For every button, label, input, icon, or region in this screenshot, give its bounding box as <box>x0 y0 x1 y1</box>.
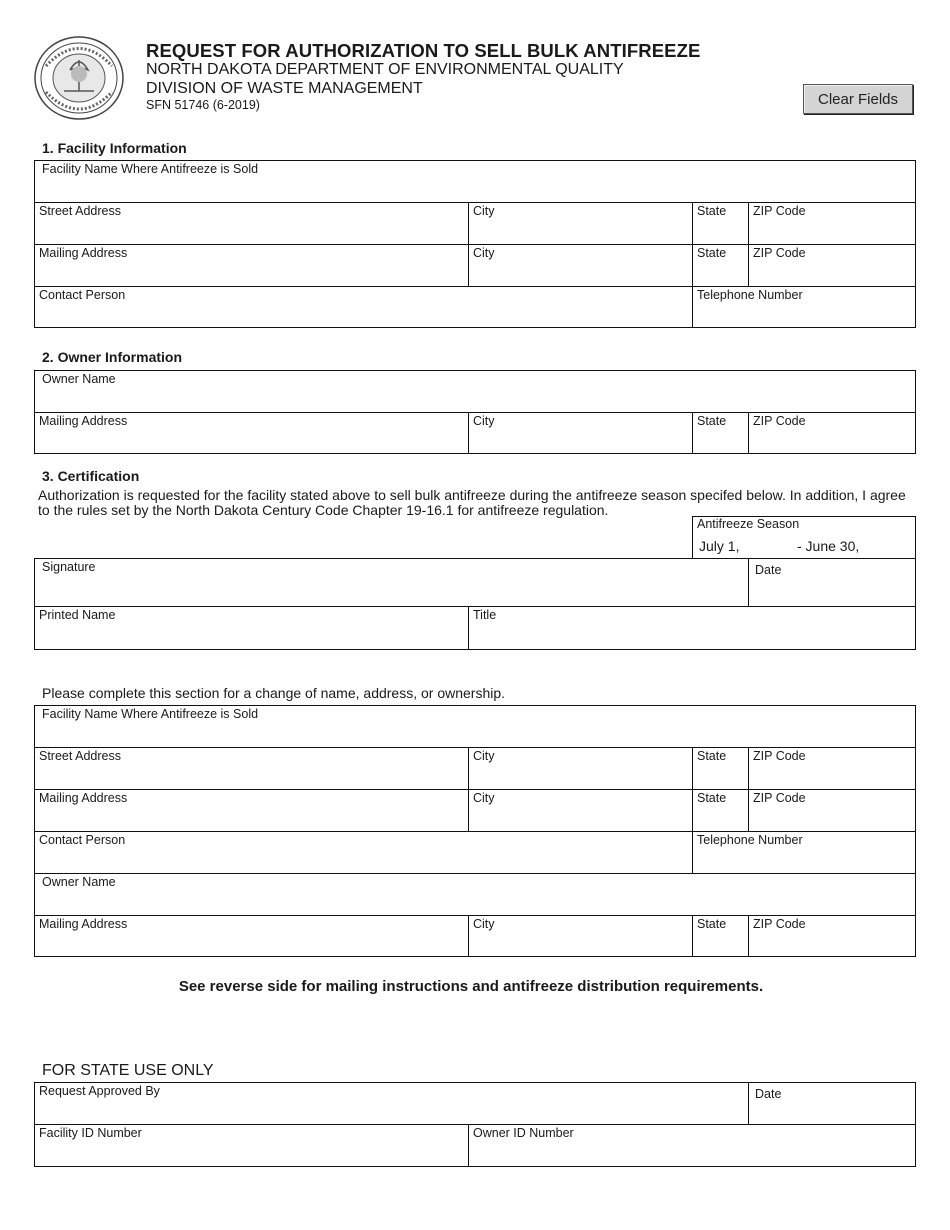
state-label: State <box>697 791 727 805</box>
new-owner-city-input[interactable] <box>473 936 688 954</box>
state-label: State <box>697 246 727 260</box>
approved-by-input[interactable] <box>39 1103 744 1121</box>
city-label: City <box>473 246 495 260</box>
state-label: State <box>697 414 727 428</box>
new-owner-zip-input[interactable] <box>753 936 912 954</box>
new-zip-input[interactable] <box>753 768 912 786</box>
zip-label: ZIP Code <box>753 204 806 218</box>
facility-name-input[interactable] <box>39 181 912 199</box>
owner-zip-field[interactable] <box>748 412 916 454</box>
mailing-zip-field[interactable] <box>748 244 916 286</box>
owner-state-input[interactable] <box>697 433 744 451</box>
state-label: State <box>697 917 727 931</box>
contact-person-label: Contact Person <box>39 833 126 847</box>
zip-label: ZIP Code <box>753 246 806 260</box>
new-facility-name-input[interactable] <box>39 726 912 744</box>
signature-label: Signature <box>42 560 96 574</box>
division-name: DIVISION OF WASTE MANAGEMENT <box>146 80 423 97</box>
zip-label: ZIP Code <box>753 917 806 931</box>
approved-by-label: Request Approved By <box>39 1084 160 1098</box>
signature-input[interactable] <box>39 585 744 603</box>
new-owner-mailing-address-field[interactable] <box>34 915 468 957</box>
telephone-input[interactable] <box>697 307 912 325</box>
new-street-address-field[interactable] <box>34 747 468 789</box>
form-title: REQUEST FOR AUTHORIZATION TO SELL BULK ANTIFREEZE <box>146 40 701 61</box>
new-state-field[interactable] <box>692 747 748 789</box>
change-section-note: Please complete this section for a change of name, address, or ownership. <box>42 685 506 701</box>
new-facility-name-field[interactable] <box>34 705 916 747</box>
state-use-title: FOR STATE USE ONLY <box>42 1062 214 1079</box>
north-dakota-seal-icon <box>34 36 124 120</box>
season-start: July 1, <box>699 538 740 554</box>
owner-name-field[interactable] <box>34 370 916 412</box>
owner-id-label: Owner ID Number <box>473 1126 574 1140</box>
owner-mailing-address-field[interactable] <box>34 412 468 454</box>
new-owner-mailing-address-input[interactable] <box>39 936 464 954</box>
facility-id-input[interactable] <box>39 1146 464 1164</box>
owner-zip-input[interactable] <box>753 433 912 451</box>
new-contact-person-input[interactable] <box>39 852 688 870</box>
telephone-label: Telephone Number <box>697 833 803 847</box>
zip-label: ZIP Code <box>753 791 806 805</box>
contact-person-label: Contact Person <box>39 288 126 302</box>
printed-name-input[interactable] <box>39 629 464 647</box>
season-end: - June 30, <box>797 538 860 554</box>
title-input[interactable] <box>473 629 912 647</box>
contact-person-input[interactable] <box>39 307 688 325</box>
city-field[interactable] <box>468 202 692 244</box>
owner-mailing-address-input[interactable] <box>39 433 464 451</box>
date-label: Date <box>755 1087 782 1101</box>
reverse-side-note: See reverse side for mailing instructions and antifreeze distribution requirements. <box>178 978 764 995</box>
new-owner-state-input[interactable] <box>697 936 744 954</box>
city-input[interactable] <box>473 223 688 241</box>
zip-field[interactable] <box>748 202 916 244</box>
city-label: City <box>473 791 495 805</box>
owner-name-input[interactable] <box>39 391 912 409</box>
city-label: City <box>473 749 495 763</box>
approval-date-input[interactable] <box>753 1103 912 1121</box>
contact-person-field[interactable] <box>34 286 692 328</box>
form-number: SFN 51746 (6-2019) <box>146 98 260 112</box>
mailing-address-label: Mailing Address <box>39 791 128 805</box>
new-zip-field[interactable] <box>748 747 916 789</box>
street-address-input[interactable] <box>39 223 464 241</box>
new-owner-name-input[interactable] <box>39 894 912 912</box>
owner-name-label: Owner Name <box>42 372 116 386</box>
approved-by-field[interactable] <box>34 1082 748 1124</box>
new-mailing-city-input[interactable] <box>473 810 688 828</box>
certification-statement: Authorization is requested for the facility stated above to sell bulk antifreeze during the antifreeze season specifed below. In addition, I agree to the rules set by the North Dakota Century Code Chapter 19-16.1 for antifreeze regulation. <box>38 487 906 518</box>
city-label: City <box>473 204 495 218</box>
section-2-title: 2. Owner Information <box>42 349 183 365</box>
mailing-city-field[interactable] <box>468 244 692 286</box>
new-owner-name-field[interactable] <box>34 873 916 915</box>
season-end-year-input[interactable] <box>867 538 911 556</box>
section-1-title: 1. Facility Information <box>42 140 187 156</box>
antifreeze-season-label: Antifreeze Season <box>697 517 800 531</box>
owner-name-label: Owner Name <box>42 875 116 889</box>
mailing-address-label: Mailing Address <box>39 414 128 428</box>
mailing-address-label: Mailing Address <box>39 246 128 260</box>
new-owner-zip-field[interactable] <box>748 915 916 957</box>
new-mailing-zip-field[interactable] <box>748 789 916 831</box>
new-mailing-state-input[interactable] <box>697 810 744 828</box>
mailing-address-input[interactable] <box>39 265 464 283</box>
new-city-field[interactable] <box>468 747 692 789</box>
new-mailing-address-field[interactable] <box>34 789 468 831</box>
signature-date-input[interactable] <box>753 585 912 603</box>
zip-label: ZIP Code <box>753 414 806 428</box>
new-contact-person-field[interactable] <box>34 831 692 873</box>
zip-input[interactable] <box>753 223 912 241</box>
street-address-label: Street Address <box>39 204 121 218</box>
title-label: Title <box>473 608 497 622</box>
new-city-input[interactable] <box>473 768 688 786</box>
mailing-city-input[interactable] <box>473 265 688 283</box>
new-state-input[interactable] <box>697 768 744 786</box>
street-address-field[interactable] <box>34 202 468 244</box>
clear-fields-button[interactable]: Clear Fields <box>803 84 913 114</box>
telephone-field[interactable] <box>692 286 916 328</box>
season-start-year-input[interactable] <box>745 538 789 556</box>
facility-name-field[interactable] <box>34 160 916 202</box>
title-field[interactable] <box>468 606 916 650</box>
date-label: Date <box>755 563 782 577</box>
owner-id-input[interactable] <box>473 1146 912 1164</box>
approval-date-field[interactable] <box>748 1082 916 1124</box>
new-telephone-field[interactable] <box>692 831 916 873</box>
signature-date-field[interactable] <box>748 558 916 606</box>
new-telephone-input[interactable] <box>697 852 912 870</box>
state-field[interactable] <box>692 202 748 244</box>
telephone-label: Telephone Number <box>697 288 803 302</box>
agency-name: NORTH DAKOTA DEPARTMENT OF ENVIRONMENTAL QUALITY <box>146 61 624 78</box>
printed-name-field[interactable] <box>34 606 468 650</box>
city-label: City <box>473 917 495 931</box>
owner-city-field[interactable] <box>468 412 692 454</box>
owner-id-field[interactable] <box>468 1124 916 1167</box>
printed-name-label: Printed Name <box>39 608 116 622</box>
facility-id-label: Facility ID Number <box>39 1126 142 1140</box>
state-input[interactable] <box>697 223 744 241</box>
new-mailing-zip-input[interactable] <box>753 810 912 828</box>
facility-name-label: Facility Name Where Antifreeze is Sold <box>42 162 259 176</box>
zip-label: ZIP Code <box>753 749 806 763</box>
antifreeze-season-field[interactable] <box>692 516 916 558</box>
state-label: State <box>697 749 727 763</box>
new-mailing-address-input[interactable] <box>39 810 464 828</box>
city-label: City <box>473 414 495 428</box>
facility-name-label: Facility Name Where Antifreeze is Sold <box>42 707 259 721</box>
new-owner-city-field[interactable] <box>468 915 692 957</box>
mailing-address-label: Mailing Address <box>39 917 128 931</box>
facility-id-field[interactable] <box>34 1124 468 1167</box>
signature-field[interactable] <box>34 558 748 606</box>
new-mailing-city-field[interactable] <box>468 789 692 831</box>
owner-city-input[interactable] <box>473 433 688 451</box>
new-street-address-input[interactable] <box>39 768 464 786</box>
mailing-state-input[interactable] <box>697 265 744 283</box>
street-address-label: Street Address <box>39 749 121 763</box>
mailing-state-field[interactable] <box>692 244 748 286</box>
state-label: State <box>697 204 727 218</box>
mailing-address-field[interactable] <box>34 244 468 286</box>
new-mailing-state-field[interactable] <box>692 789 748 831</box>
owner-state-field[interactable] <box>692 412 748 454</box>
section-3-title: 3. Certification <box>42 468 140 484</box>
new-owner-state-field[interactable] <box>692 915 748 957</box>
mailing-zip-input[interactable] <box>753 265 912 283</box>
